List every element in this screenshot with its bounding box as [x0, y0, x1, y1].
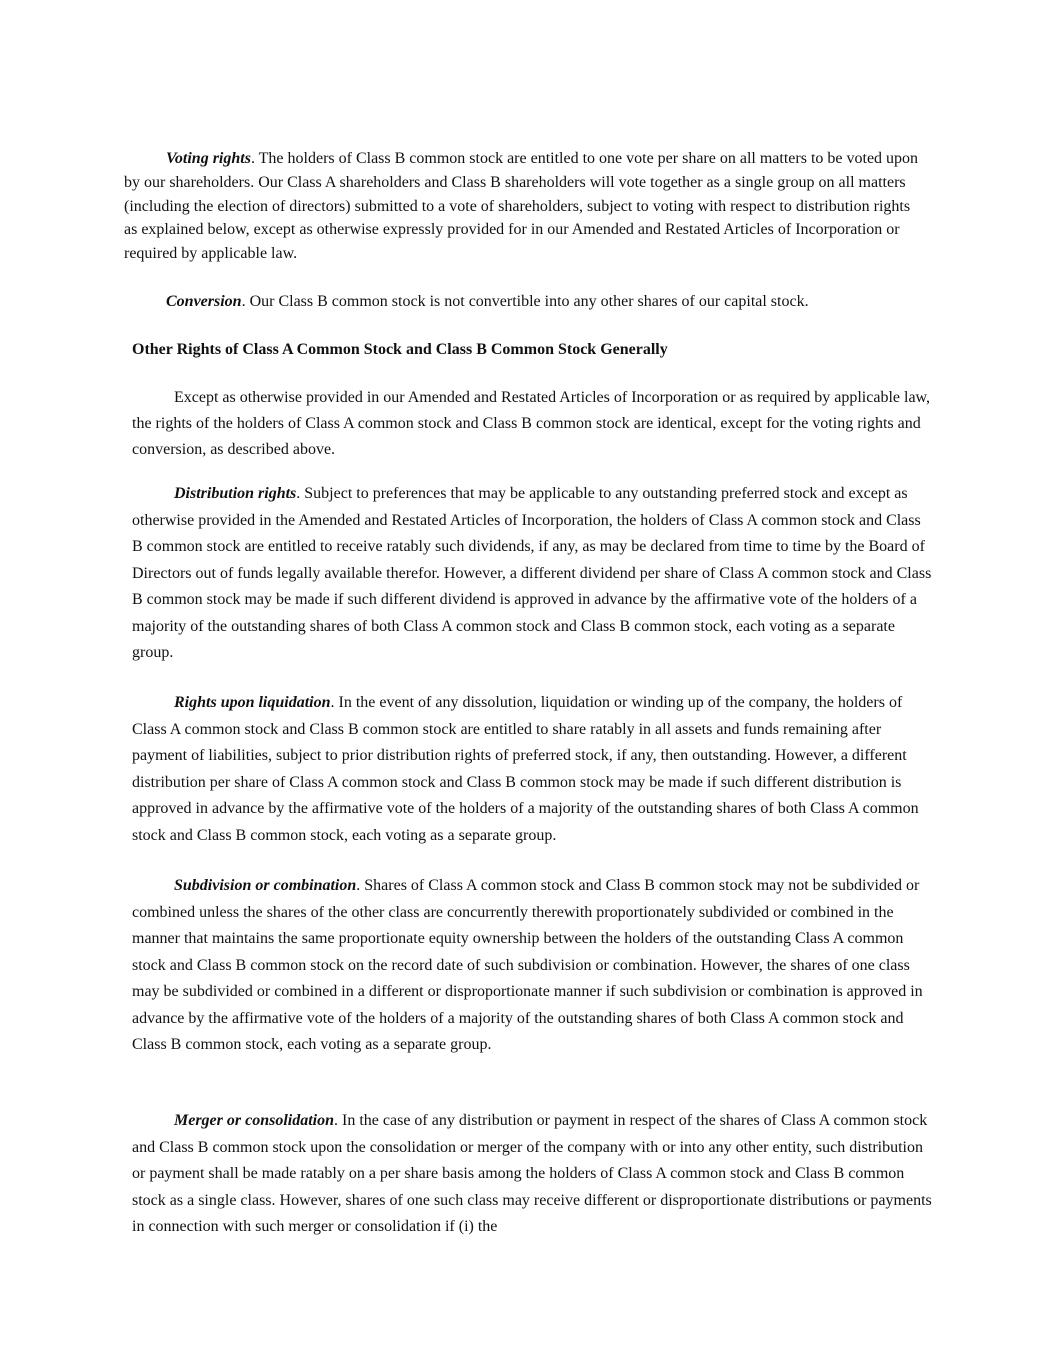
merger-title: Merger or consolidation — [174, 1112, 335, 1129]
subdivision-title: Subdivision or combination — [174, 877, 357, 894]
general-rights-text: Except as otherwise provided in our Amended and Restated Articles of Incorporation or as required by applicable law, the rights of the holders of Class A common stock and Class B common stock are identical, except for the voting rights and conversion, as described above. — [132, 389, 931, 458]
paragraph-conversion — [124, 290, 924, 314]
subdivision-text: . Shares of Class A common stock and Class B common stock may not be subdivided or combined unless the shares of the other class are concurrently therewith proportionately subdivided or combined in the manner that maintains the same proportionate equity ownership between the holders of the outstanding Class A common stock and Class B common stock on the record date of such subdivision or combination. However, the shares of one class may be subdivided or combined in a different or disproportionate manner if such subdivision or combination is approved in advance by the affirmative vote of the holders of a majority of the outstanding shares of both Class A common stock and Class B common stock, each voting as a separate group. — [132, 877, 923, 1053]
section-heading: Other Rights of Class A Common Stock and Class B Common Stock Generally — [132, 341, 668, 358]
voting-rights-text: . The holders of Class B common stock are entitled to one vote per share on all matters to be voted upon by our shareholders. Our Class A shareholders and Class B shareholders will vote together as a single group on all matters (including the election of directors) submitted to a vote of shareholders, subject to voting with respect to distribution rights as explained below, except as otherwise expressly provided for in our Amended and Restated Articles of Incorporation or required by applicable law. — [124, 150, 919, 263]
distribution-rights-title: Distribution rights — [174, 485, 297, 502]
paragraph-general-rights — [132, 385, 932, 463]
merger-text: . In the case of any distribution or payment in respect of the shares of Class A common stock and Class B common stock upon the consolidation or merger of the company with or into any other entity, such distribution or payment shall be made ratably on a per share basis among the holders of Class A common stock and Class B common stock as a single class. However, shares of one such class may receive different or disproportionate distributions or payments in connection with such merger or consolidation if (i) the — [132, 1112, 932, 1235]
paragraph-merger-or-consolidation — [132, 1108, 932, 1241]
liquidation-title: Rights upon liquidation — [174, 694, 331, 711]
paragraph-subdivision-or-combination — [132, 873, 932, 1059]
conversion-title: Conversion — [166, 293, 242, 310]
conversion-text: . Our Class B common stock is not convertible into any other shares of our capital stock. — [241, 293, 809, 310]
distribution-rights-text: . Subject to preferences that may be applicable to any outstanding preferred stock and except as otherwise provided in the Amended and Restated Articles of Incorporation, the holders of Class A common stock and Class B common stock are entitled to receive ratably such dividends, if any, as may be declared from time to time by the Board of Directors out of funds legally available therefor. However, a different dividend per share of Class A common stock and Class B common stock may be made if such different dividend is approved in advance by the affirmative vote of the holders of a majority of the outstanding shares of both Class A common stock and Class B common stock, each voting as a separate group. — [132, 485, 932, 661]
paragraph-rights-upon-liquidation — [132, 690, 932, 849]
liquidation-text: . In the event of any dissolution, liquidation or winding up of the company, the holders of Class A common stock and Class B common stock are entitled to share ratably in all assets and funds remaining after payment of liabilities, subject to prior distribution rights of preferred stock, if any, then outstanding. However, a different distribution per share of Class A common stock and Class B common stock may be made if such different distribution is approved in advance by the affirmative vote of the holders of a majority of the outstanding shares of both Class A common stock and Class B common stock, each voting as a separate group. — [132, 694, 919, 844]
voting-rights-title: Voting rights — [166, 150, 251, 167]
paragraph-voting-rights — [124, 147, 924, 266]
paragraph-distribution-rights — [132, 481, 932, 667]
